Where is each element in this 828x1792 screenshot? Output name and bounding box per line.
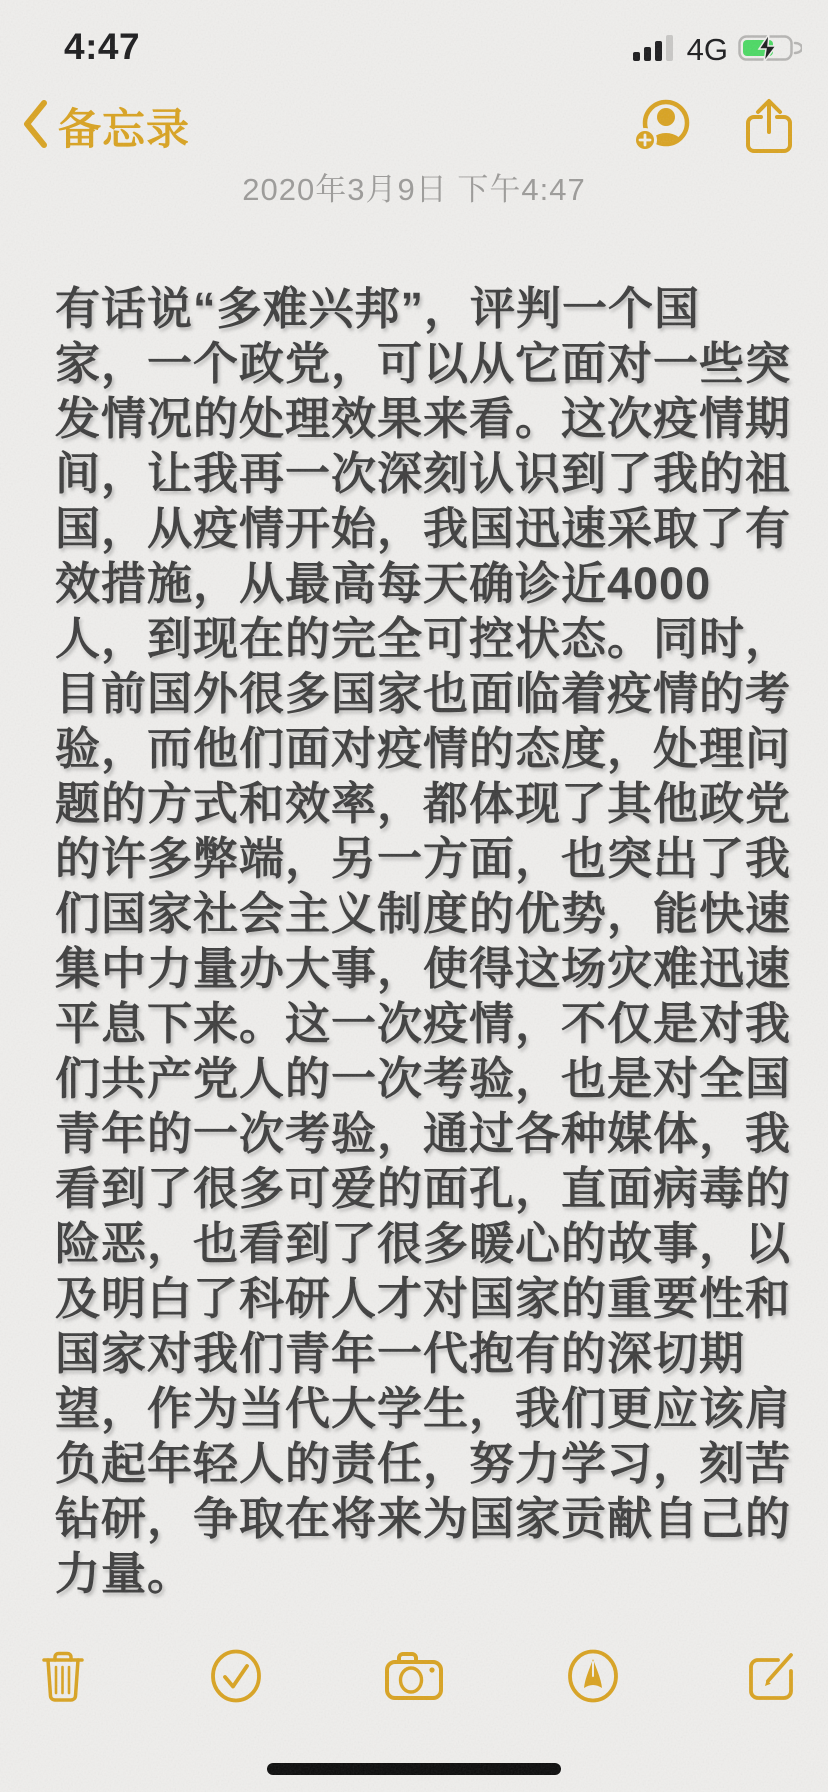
note-text-line: 有话说“多难兴邦”，评判一个国 <box>55 283 701 334</box>
signal-strength-icon <box>633 34 677 67</box>
note-text-line: 国，从疫情开始，我国迅速采取了有 <box>55 503 792 554</box>
nav-actions <box>632 98 794 159</box>
note-text-line: 发情况的处理效果来看。这次疫情期 <box>55 393 792 444</box>
add-collaborator-button[interactable] <box>632 98 690 159</box>
note-text-line: 的许多弊端，另一方面，也突出了我 <box>55 833 792 884</box>
nav-bar <box>0 92 828 162</box>
note-text-line: 钻研，争取在将来为国家贡献自己的 <box>55 1493 792 1544</box>
delete-note-button[interactable] <box>40 1648 86 1709</box>
status-bar-right-cluster <box>633 32 802 68</box>
note-text-line: 验，而他们面对疫情的态度，处理问 <box>55 723 792 774</box>
note-text-line: 望，作为当代大学生，我们更应该肩 <box>55 1383 792 1434</box>
note-text-line: 们共产党人的一次考验，也是对全国 <box>55 1053 792 1104</box>
note-text-line: 力量。 <box>55 1548 194 1599</box>
note-text-line: 平息下来。这一次疫情，不仅是对我 <box>55 998 792 1049</box>
back-button[interactable] <box>20 96 190 157</box>
note-text-line: 及明白了科研人才对国家的重要性和 <box>55 1273 792 1324</box>
note-text-line: 人，到现在的完全可控状态。同时， <box>55 613 792 664</box>
share-button[interactable] <box>744 98 794 159</box>
compose-button[interactable] <box>742 1648 798 1709</box>
checklist-button[interactable] <box>209 1648 263 1709</box>
home-indicator[interactable] <box>267 1763 561 1775</box>
note-text-line: 题的方式和效率，都体现了其他政党 <box>55 778 792 829</box>
bottom-toolbar <box>0 1640 828 1716</box>
note-text-line: 间，让我再一次深刻认识到了我的祖 <box>55 448 792 499</box>
note-text-line: 效措施，从最高每天确诊近4000 <box>55 558 712 609</box>
note-text-line: 险恶，也看到了很多暖心的故事，以 <box>55 1218 792 1269</box>
network-type-label: 4G <box>686 32 728 67</box>
note-text-line: 国家对我们青年一代抱有的深切期 <box>55 1328 746 1379</box>
battery-charging-icon <box>738 33 802 68</box>
note-text-line: 家，一个政党，可以从它面对一些突 <box>55 338 792 389</box>
note-text-line: 们国家社会主义制度的优势，能快速 <box>55 888 792 939</box>
note-content[interactable] <box>55 281 818 1601</box>
note-text-line: 目前国外很多国家也面临着疫情的考 <box>55 668 792 719</box>
back-button-label: 备忘录 <box>58 106 190 154</box>
note-text-line: 负起年轻人的责任，努力学习，刻苦 <box>55 1438 792 1489</box>
note-date: 2020年3月9日 下午4:47 <box>242 172 586 207</box>
camera-button[interactable] <box>385 1650 443 1707</box>
note-text-line: 集中力量办大事，使得这场灾难迅速 <box>55 943 792 994</box>
note-text-line: 青年的一次考验，通过各种媒体，我 <box>55 1108 792 1159</box>
note-text-line: 看到了很多可爱的面孔，直面病毒的 <box>55 1163 792 1214</box>
status-bar-time: 4:47 <box>64 26 141 67</box>
markup-pen-button[interactable] <box>566 1648 620 1709</box>
chevron-left-icon <box>20 98 50 155</box>
